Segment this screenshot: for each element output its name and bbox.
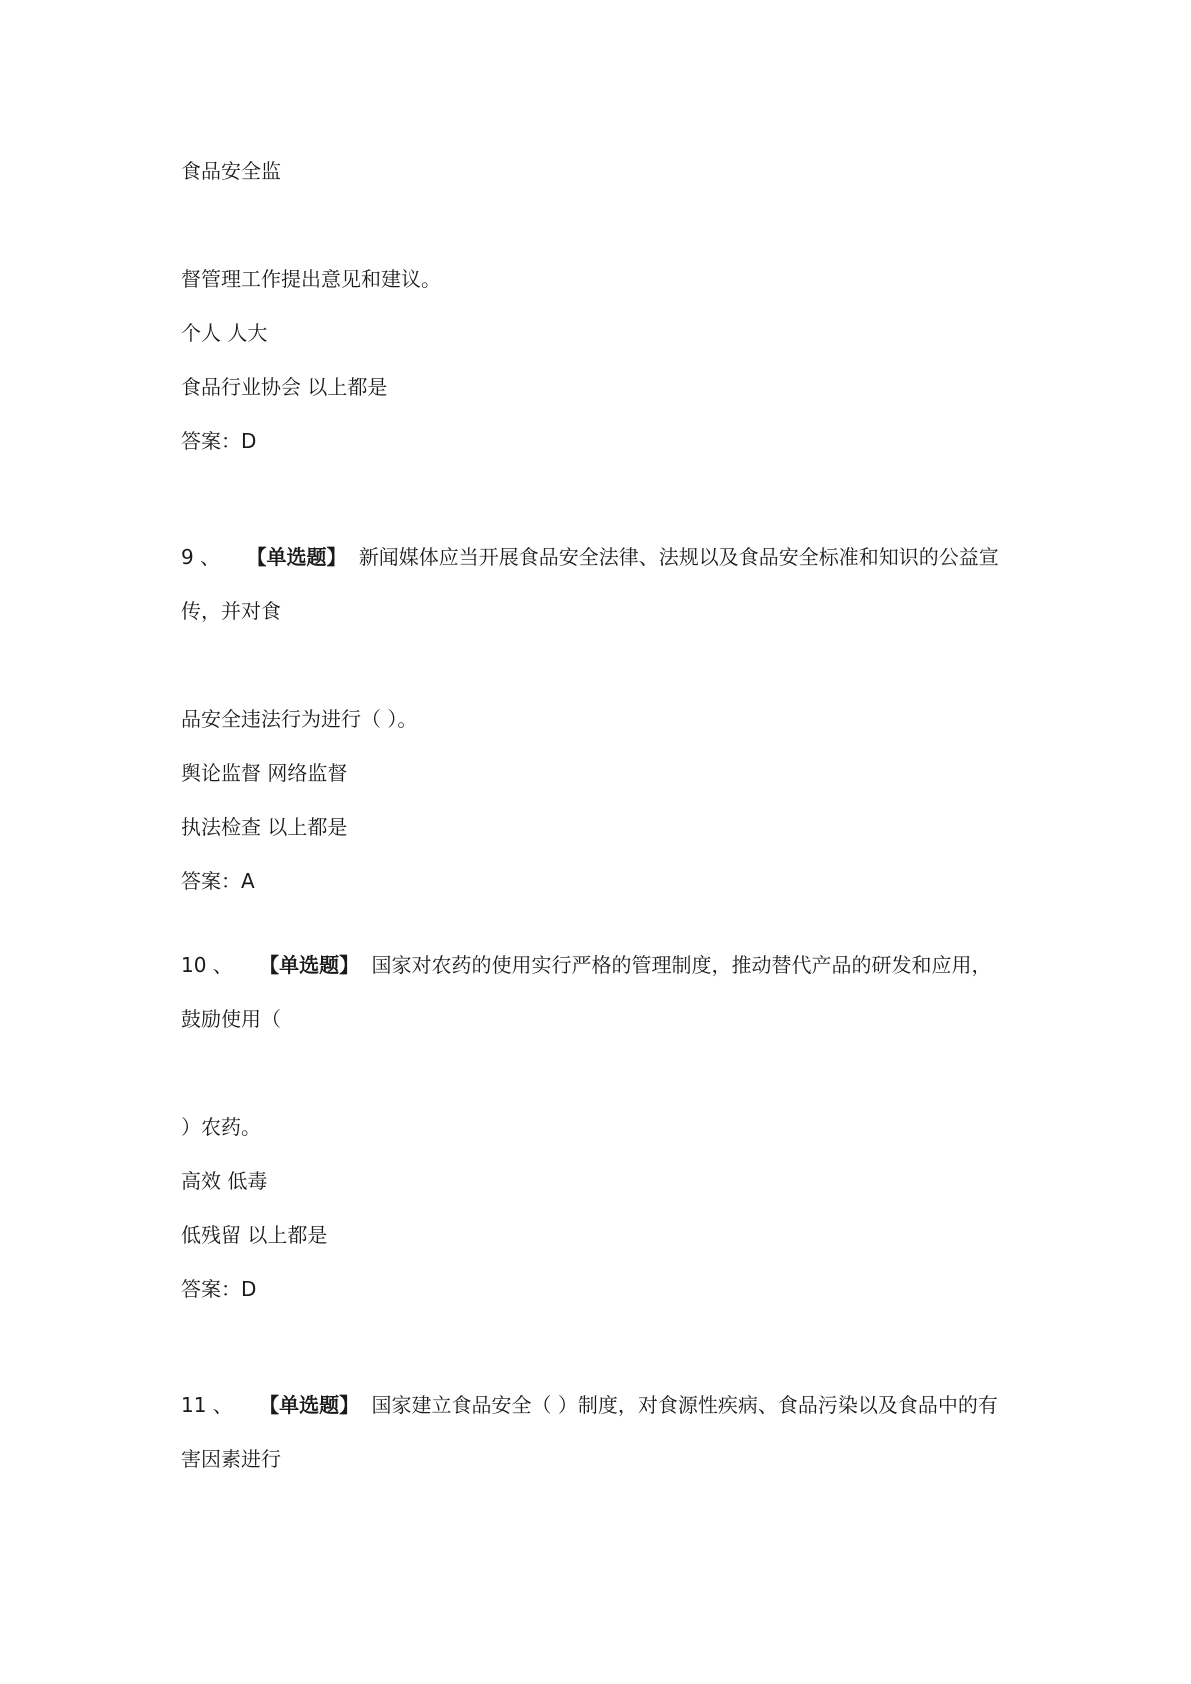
- q10-options-row-1: 高效 低毒: [181, 1169, 268, 1193]
- q9-options-row-2: 执法检查 以上都是: [181, 815, 348, 839]
- q10-options-row-2: 低残留 以上都是: [181, 1223, 328, 1247]
- q11-question-text-2: 害因素进行: [181, 1447, 281, 1471]
- q10-header: [181, 951, 992, 979]
- q10-type-tag: 【单选题】: [259, 953, 360, 977]
- q8-text-continued-1: 食品安全监: [181, 159, 281, 183]
- q8-text-continued-2: 督管理工作提出意见和建议。: [181, 267, 441, 291]
- q9-type-tag: 【单选题】: [246, 545, 347, 569]
- q9-question-text-3: 品安全违法行为进行（ ）。: [181, 707, 418, 731]
- q10-question-text-3: ）农药。: [181, 1115, 261, 1139]
- q9-question-text-2: 传，并对食: [181, 599, 281, 623]
- q9-header: [181, 543, 999, 571]
- q10-number: 10 、: [181, 953, 233, 977]
- q8-options-row-2: 食品行业协会 以上都是: [181, 375, 388, 399]
- q11-type-tag: 【单选题】: [259, 1393, 360, 1417]
- q11-number: 11 、: [181, 1393, 233, 1417]
- q8-answer: 答案：D: [181, 429, 257, 453]
- q8-options-row-1: 个人 人大: [181, 321, 268, 345]
- q9-answer: 答案：A: [181, 869, 255, 893]
- q11-question-text: 国家建立食品安全（ ）制度，对食源性疾病、食品污染以及食品中的有: [371, 1393, 998, 1417]
- q9-number: 9 、: [181, 545, 221, 569]
- q11-header: [181, 1391, 998, 1419]
- q10-question-text: 国家对农药的使用实行严格的管理制度，推动替代产品的研发和应用，: [371, 953, 992, 977]
- q9-options-row-1: 舆论监督 网络监督: [181, 761, 348, 785]
- q9-question-text: 新闻媒体应当开展食品安全法律、法规以及食品安全标准和知识的公益宣: [358, 545, 999, 569]
- q10-question-text-2: 鼓励使用（: [181, 1007, 281, 1031]
- q10-answer: 答案：D: [181, 1277, 257, 1301]
